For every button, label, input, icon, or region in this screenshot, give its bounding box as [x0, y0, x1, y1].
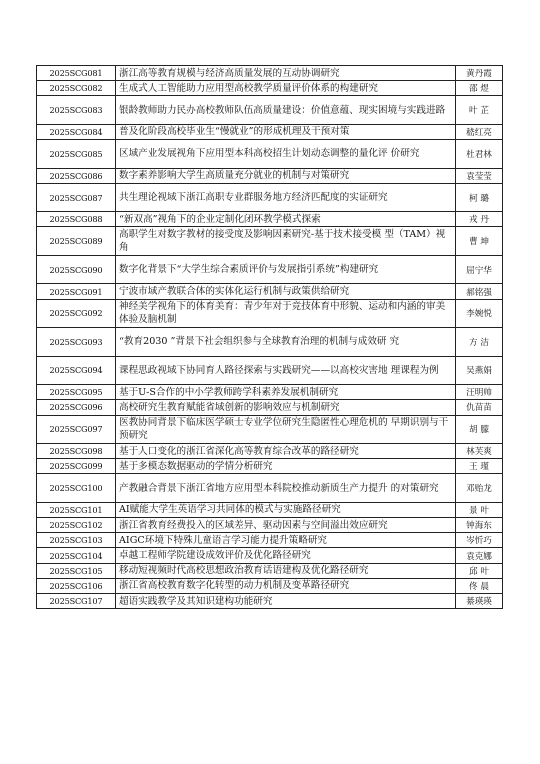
project-code: 2025SCG092 — [37, 299, 116, 328]
project-list-table — [36, 65, 503, 609]
table-row — [37, 459, 503, 474]
project-code: 2025SCG104 — [37, 548, 116, 563]
project-leader: 曹 坤 — [456, 227, 503, 256]
project-code: 2025SCG099 — [37, 459, 116, 474]
project-code: 2025SCG102 — [37, 518, 116, 533]
table-row — [37, 299, 503, 328]
table-row — [37, 212, 503, 227]
project-title: 浙江省高校教育数字化转型的动力机制及变革路径研究 — [116, 578, 456, 593]
project-leader: 郝铭强 — [456, 284, 503, 299]
project-code: 2025SCG090 — [37, 255, 116, 284]
project-code: 2025SCG091 — [37, 284, 116, 299]
project-code: 2025SCG085 — [37, 140, 116, 169]
table-row — [37, 81, 503, 96]
project-leader: 袁莹莹 — [456, 168, 503, 183]
project-code: 2025SCG084 — [37, 124, 116, 139]
project-title: 数字素养影响大学生高质量充分就业的机制与对策研究 — [116, 168, 456, 183]
project-leader: 佟 晨 — [456, 578, 503, 593]
project-leader: 吴燕娟 — [456, 356, 503, 385]
table-row — [37, 168, 503, 183]
table-row — [37, 255, 503, 284]
project-code: 2025SCG095 — [37, 385, 116, 400]
table-row — [37, 502, 503, 517]
project-code: 2025SCG086 — [37, 168, 116, 183]
project-title: 基于多模态数据驱动的学情分析研究 — [116, 459, 456, 474]
project-title: 高职学生对数字教材的接受度及影响因素研究-基于技术接受模 型（TAM）视角 — [116, 227, 456, 256]
project-code: 2025SCG096 — [37, 400, 116, 415]
table-row — [37, 444, 503, 459]
project-title: 普及化阶段高校毕业生“慢就业”的形成机理及干预对策 — [116, 124, 456, 139]
project-leader: 叶 芷 — [456, 96, 503, 125]
project-code: 2025SCG083 — [37, 96, 116, 125]
project-leader: 邓贻龙 — [456, 474, 503, 503]
project-leader: 戎 丹 — [456, 212, 503, 227]
table-row — [37, 183, 503, 212]
project-code: 2025SCG093 — [37, 328, 116, 357]
project-code: 2025SCG106 — [37, 578, 116, 593]
project-title: 卓越工程师学院建设成效评价及优化路径研究 — [116, 548, 456, 563]
project-title: 生成式人工智能助力应用型高校教学质量评价体系的构建研究 — [116, 81, 456, 96]
project-leader: 李婉悦 — [456, 299, 503, 328]
table-row — [37, 415, 503, 444]
project-leader: 屈宁华 — [456, 255, 503, 284]
project-leader: 黄丹霞 — [456, 66, 503, 81]
project-leader: 汪明帅 — [456, 385, 503, 400]
project-leader: 嵇红亮 — [456, 124, 503, 139]
project-rows — [37, 66, 503, 609]
project-leader: 林芙爽 — [456, 444, 503, 459]
project-leader: 柯 璐 — [456, 183, 503, 212]
project-leader: 仇苗苗 — [456, 400, 503, 415]
project-title: 宁波市域产教联合体的实体化运行机制与政策供给研究 — [116, 284, 456, 299]
table-row — [37, 578, 503, 593]
project-leader: 綦瑛瑛 — [456, 594, 503, 609]
project-title: 银龄教师助力民办高校教师队伍高质量建设：价值意蕴、现实困境与实践进路 — [116, 96, 456, 125]
project-code: 2025SCG103 — [37, 533, 116, 548]
project-code: 2025SCG094 — [37, 356, 116, 385]
project-code: 2025SCG082 — [37, 81, 116, 96]
project-title: 基于人口变化的浙江省深化高等教育综合改革的路径研究 — [116, 444, 456, 459]
table-row — [37, 385, 503, 400]
project-leader: 钟海东 — [456, 518, 503, 533]
project-code: 2025SCG087 — [37, 183, 116, 212]
table-row — [37, 548, 503, 563]
project-code: 2025SCG105 — [37, 563, 116, 578]
project-leader: 邱 叶 — [456, 563, 503, 578]
project-code: 2025SCG101 — [37, 502, 116, 517]
table-row — [37, 284, 503, 299]
table-row — [37, 518, 503, 533]
project-title: 基于U-S合作的中小学教师跨学科素养发展机制研究 — [116, 385, 456, 400]
project-code: 2025SCG089 — [37, 227, 116, 256]
project-title: 课程思政视域下协同育人路径探索与实践研究——以高校灾害地 理课程为例 — [116, 356, 456, 385]
table-row — [37, 124, 503, 139]
table-row — [37, 328, 503, 357]
project-leader: 王 瑾 — [456, 459, 503, 474]
project-title: “教育2030 ”背景下社会组织参与全球教育治理的机制与成效研 究 — [116, 328, 456, 357]
table-row — [37, 66, 503, 81]
table-row — [37, 400, 503, 415]
project-code: 2025SCG081 — [37, 66, 116, 81]
table-row — [37, 563, 503, 578]
project-title: 区域产业发展视角下应用型本科高校招生计划动态调整的量化评 价研究 — [116, 140, 456, 169]
project-title: 浙江省教育经费投入的区域差异、驱动因素与空间溢出效应研究 — [116, 518, 456, 533]
project-title: 产教融合背景下浙江省地方应用型本科院校推动新质生产力提升 的对策研究 — [116, 474, 456, 503]
table-row — [37, 96, 503, 125]
project-title: 数字化背景下“大学生综合素质评价与发展指引系统”构建研究 — [116, 255, 456, 284]
table-row — [37, 533, 503, 548]
project-title: 移动短视频时代高校思想政治教育话语建构及优化路径研究 — [116, 563, 456, 578]
project-title: AI赋能大学生英语学习共同体的模式与实施路径研究 — [116, 502, 456, 517]
project-leader: 胡 朦 — [456, 415, 503, 444]
project-title: 超语实践教学及其知识建构功能研究 — [116, 594, 456, 609]
project-title: “新双高”视角下的企业定制化闭环教学模式探索 — [116, 212, 456, 227]
project-code: 2025SCG088 — [37, 212, 116, 227]
project-code: 2025SCG107 — [37, 594, 116, 609]
project-code: 2025SCG100 — [37, 474, 116, 503]
project-title: 浙江高等教育规模与经济高质量发展的互动协调研究 — [116, 66, 456, 81]
project-code: 2025SCG097 — [37, 415, 116, 444]
project-leader: 岑忻巧 — [456, 533, 503, 548]
project-leader: 方 洁 — [456, 328, 503, 357]
project-leader: 邵 煜 — [456, 81, 503, 96]
table-row — [37, 140, 503, 169]
document-page — [36, 65, 503, 609]
project-title: 共生理论视域下浙江高职专业群服务地方经济匹配度的实证研究 — [116, 183, 456, 212]
project-title: AIGC环境下特殊儿童语言学习能力提升策略研究 — [116, 533, 456, 548]
project-title: 医教协同背景下临床医学硕士专业学位研究生隐匿性心理危机的 早期识别与干预研究 — [116, 415, 456, 444]
project-code: 2025SCG098 — [37, 444, 116, 459]
table-row — [37, 474, 503, 503]
project-title: 神经美学视角下的体育美育：青少年对于竞技体育中形貌、运动和内涵的审美体验及脑机制 — [116, 299, 456, 328]
project-leader: 袁克娜 — [456, 548, 503, 563]
project-leader: 景 叶 — [456, 502, 503, 517]
table-row — [37, 227, 503, 256]
table-row — [37, 356, 503, 385]
project-leader: 杜君林 — [456, 140, 503, 169]
table-row — [37, 594, 503, 609]
project-title: 高校研究生教育赋能省域创新的影响效应与机制研究 — [116, 400, 456, 415]
